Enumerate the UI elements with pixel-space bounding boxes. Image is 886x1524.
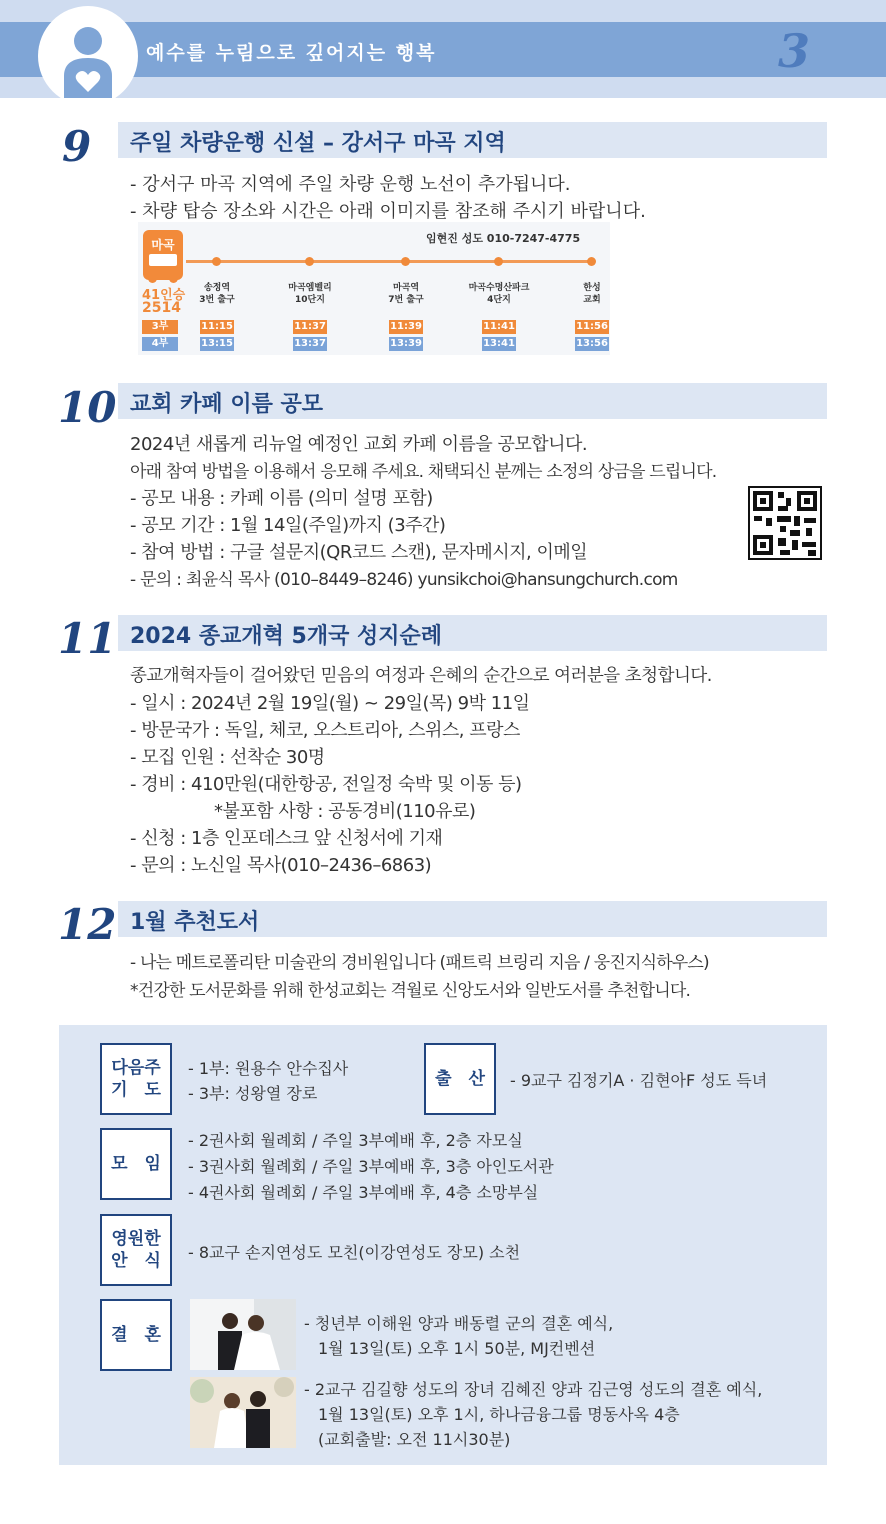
wedding-line: - 청년부 이해원 양과 배동렬 군의 결혼 예식, [304,1314,614,1333]
bus-window [149,254,177,266]
text-line: - 강서구 마곡 지역에 주일 차량 운행 노선이 추가됩니다. [130,174,571,195]
bus-number: 2514 [142,300,181,316]
tag-label: 모 임 [111,1154,161,1174]
meeting-line: - 2권사회 월례회 / 주일 3부예배 후, 2층 자모실 [188,1131,523,1150]
tag-label: 결 혼 [111,1325,161,1345]
prayer-line: - 3부: 성왕열 장로 [188,1084,318,1103]
text-line: - 문의 : 최윤식 목사 (010–8449–8246) yunsikchoi@hansungchurch.com [130,570,678,590]
tag-label: 출 산 [435,1069,485,1089]
bus-wheel [169,274,178,283]
stop-dot [305,257,314,266]
stop-label: 한성 교회 [583,283,601,305]
meeting-line: - 4권사회 월례회 / 주일 3부예배 후, 4층 소망부실 [188,1183,539,1202]
text-line: - 방문국가 : 독일, 체코, 오스트리아, 스위스, 프랑스 [130,720,520,741]
tag-birth [424,1043,496,1115]
person-heart-icon [38,6,138,106]
time-4bu: 13:15 [201,338,233,349]
stop-dot [401,257,410,266]
page-number: 3 [778,24,811,78]
stop-label: 송정역 3번 출구 [199,283,235,305]
tag-label: 기 도 [111,1080,161,1100]
route-contact: 임현진 성도 010-7247-4775 [426,232,581,245]
section-number: 9 [62,122,92,171]
header-title: 예수를 누림으로 깊어지는 행복 [146,42,437,64]
text-line: - 참여 방법 : 구글 설문지(QR코드 스캔), 문자메시지, 이메일 [130,542,588,563]
stop-label: 마곡수명산파크 4단지 [468,283,530,305]
section-title: 1월 추천도서 [130,910,260,935]
wedding-photo-1 [190,1299,296,1370]
bus-label: 마곡 [151,238,175,252]
text-line: *불포함 사항 : 공동경비(110유로) [214,801,476,822]
service-label: 3부 [142,320,178,334]
text-line: - 나는 메트로폴리탄 미술관의 경비원입니다 (패트릭 브링리 지음 / 웅진지식하우스) [130,953,709,973]
section-heading [118,615,827,651]
bus-wheel [148,274,157,283]
time-3bu: 11:56 [576,321,608,332]
text-line: - 신청 : 1층 인포데스크 앞 신청서에 기재 [130,828,443,849]
wedding-line: 1월 13일(토) 오후 1시, 하나금융그룹 명동사옥 4층 [318,1405,680,1424]
church-logo [38,6,138,106]
tag-meeting [100,1128,172,1200]
text-line: 아래 참여 방법을 이용해서 응모해 주세요. 채택되신 분께는 소정의 상금을 드립니다. [130,462,717,482]
time-4bu: 13:39 [390,338,422,349]
text-line: - 일시 : 2024년 2월 19일(월) ~ 29일(목) 9박 11일 [130,693,530,714]
stop-label: 마곡엠벨리 10단지 [288,283,332,305]
time-4bu: 13:37 [294,338,326,349]
text-line: 종교개혁자들이 걸어왔던 믿음의 여정과 은혜의 순간으로 여러분을 초청합니다. [130,666,712,686]
bus-icon [143,230,183,280]
qr-code[interactable] [748,486,822,560]
service-label: 4부 [142,337,178,351]
text-line: - 공모 기간 : 1월 14일(주일)까지 (3주간) [130,515,446,536]
section-title: 교회 카페 이름 공모 [130,392,323,417]
text-line: *건강한 도서문화를 위해 한성교회는 격월로 신앙도서와 일반도서를 추천합니다. [130,981,691,1001]
wedding-line: - 2교구 김길향 성도의 장녀 김혜진 양과 김근영 성도의 결혼 예식, [304,1380,763,1399]
section-number: 11 [58,614,117,663]
time-4bu: 13:56 [576,338,608,349]
tag-wedding [100,1299,172,1371]
tag-label: 다음주 [111,1058,161,1078]
section-heading [118,383,827,419]
text-line: - 경비 : 410만원(대한항공, 전일정 숙박 및 이동 등) [130,774,522,795]
text-line: 2024년 새롭게 리뉴얼 예정인 교회 카페 이름을 공모합니다. [130,434,588,455]
bus-route-map [138,222,610,355]
time-3bu: 11:37 [294,321,326,332]
section-title: 주일 차량운행 신설 – 강서구 마곡 지역 [130,131,506,156]
section-number: 10 [58,383,117,432]
stop-dot [587,257,596,266]
section-heading [118,122,827,158]
tag-label: 영원한 [111,1229,161,1249]
bus-capacity: 41인승 [142,288,186,303]
stop-dot [494,257,503,266]
time-3bu: 11:15 [201,321,233,332]
text-line: - 공모 내용 : 카페 이름 (의미 설명 포함) [130,488,433,509]
tag-prayer [100,1043,172,1115]
tag-rest [100,1214,172,1286]
wedding-line: (교회출발: 오전 11시30분) [318,1430,511,1449]
tag-label: 안 식 [111,1251,161,1271]
time-3bu: 11:41 [483,321,515,332]
rest-line: - 8교구 손지연성도 모친(이강연성도 장모) 소천 [188,1243,521,1262]
wedding-line: 1월 13일(토) 오후 1시 50분, MJ컨벤션 [318,1339,596,1358]
text-line: - 모집 인원 : 선착순 30명 [130,747,325,768]
wedding-photo-2 [190,1377,296,1448]
meeting-line: - 3권사회 월례회 / 주일 3부예배 후, 3층 아인도서관 [188,1157,554,1176]
stop-label: 마곡역 7번 출구 [388,283,424,305]
time-3bu: 11:39 [390,321,422,332]
route-line [186,260,594,263]
section-title: 2024 종교개혁 5개국 성지순례 [130,624,443,649]
stop-dot [212,257,221,266]
text-line: - 문의 : 노신일 목사(010–2436–6863) [130,855,432,876]
section-number: 12 [58,900,117,949]
section-heading [118,901,827,937]
text-line: - 차량 탑승 장소와 시간은 아래 이미지를 참조해 주시기 바랍니다. [130,201,646,222]
time-4bu: 13:41 [483,338,515,349]
prayer-line: - 1부: 원용수 안수집사 [188,1059,349,1078]
birth-line: - 9교구 김정기A · 김현아F 성도 득녀 [510,1071,768,1090]
